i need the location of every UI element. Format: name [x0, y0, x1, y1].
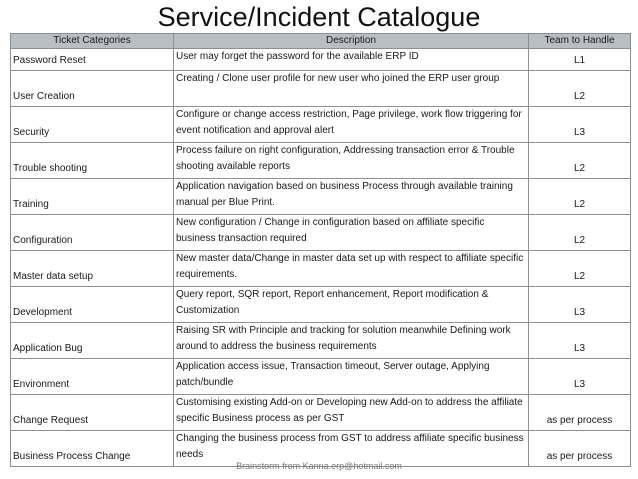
table-row [11, 251, 631, 287]
team-cell: L1 [529, 49, 631, 71]
category-cell: Password Reset [11, 49, 174, 71]
category-cell: User Creation [11, 71, 174, 107]
table-row [11, 49, 631, 71]
table-row [11, 179, 631, 215]
category-cell: Business Process Change [11, 431, 174, 467]
description-cell: Customising existing Add-on or Developing new Add-on to address the affiliate specific Business process as per GST [174, 395, 529, 431]
description-cell: New master data/Change in master data set up with respect to affiliate specific requirements. [174, 251, 529, 287]
team-cell: as per process [529, 395, 631, 431]
table-row [11, 143, 631, 179]
description-cell: Changing the business process from GST to address affiliate specific business needs [174, 431, 529, 467]
team-cell: as per process [529, 431, 631, 467]
category-cell: Application Bug [11, 323, 174, 359]
table-row [11, 323, 631, 359]
team-cell: L2 [529, 251, 631, 287]
category-cell: Change Request [11, 395, 174, 431]
description-cell: User may forget the password for the available ERP ID [174, 49, 529, 71]
catalogue-table [10, 33, 631, 467]
page-title: Service/Incident Catalogue [157, 2, 481, 32]
table-row [11, 71, 631, 107]
team-cell: L2 [529, 143, 631, 179]
description-cell: New configuration / Change in configuration based on affiliate specific business transaction required [174, 215, 529, 251]
table-row [11, 359, 631, 395]
header-description: Description [174, 34, 529, 49]
category-cell: Development [11, 287, 174, 323]
description-cell: Application access issue, Transaction timeout, Server outage, Applying patch/bundle [174, 359, 529, 395]
category-cell: Configuration [11, 215, 174, 251]
description-cell: Process failure on right configuration, Addressing transaction error & Trouble shooting available reports [174, 143, 529, 179]
category-cell: Environment [11, 359, 174, 395]
table-row [11, 287, 631, 323]
category-cell: Trouble shooting [11, 143, 174, 179]
team-cell: L2 [529, 179, 631, 215]
description-cell: Application navigation based on business Process through available training manual per Blue Print. [174, 179, 529, 215]
table-row [11, 215, 631, 251]
table-row [11, 107, 631, 143]
team-cell: L2 [529, 215, 631, 251]
description-cell: Creating / Clone user profile for new user who joined the ERP user group [174, 71, 529, 107]
table-header-row [11, 34, 631, 49]
description-cell: Raising SR with Principle and tracking for solution meanwhile Defining work around to address the business requirements [174, 323, 529, 359]
description-cell: Query report, SQR report, Report enhancement, Report modification & Customization [174, 287, 529, 323]
team-cell: L2 [529, 71, 631, 107]
category-cell: Security [11, 107, 174, 143]
team-cell: L3 [529, 287, 631, 323]
footer-credit: Brainstorm from Kanna.erp@hotmail.com [236, 461, 402, 471]
category-cell: Master data setup [11, 251, 174, 287]
team-cell: L3 [529, 107, 631, 143]
team-cell: L3 [529, 323, 631, 359]
category-cell: Training [11, 179, 174, 215]
header-ticket-categories: Ticket Categories [11, 34, 174, 49]
header-team-to-handle: Team to Handle [529, 34, 631, 49]
description-cell: Configure or change access restriction, Page privilege, work flow triggering for event notification and approval alert [174, 107, 529, 143]
table-row [11, 395, 631, 431]
team-cell: L3 [529, 359, 631, 395]
